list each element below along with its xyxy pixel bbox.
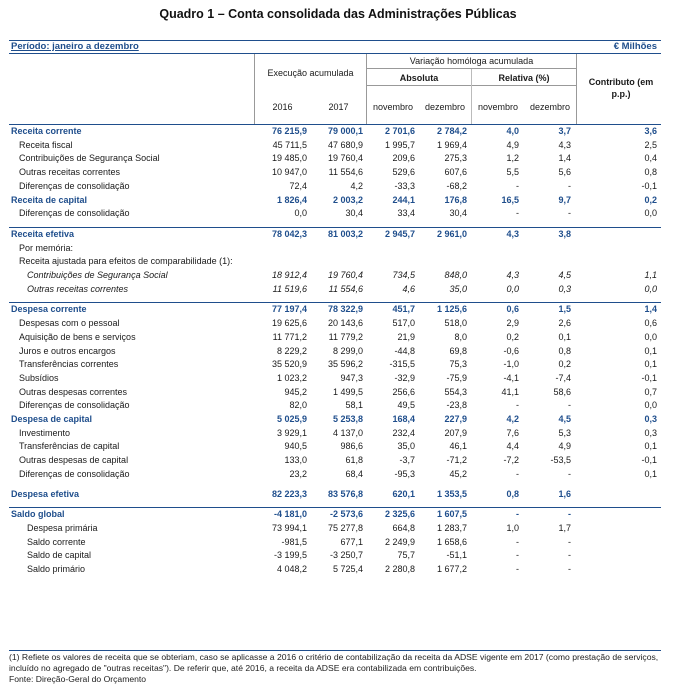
row-value: 2 961,0 (419, 227, 471, 241)
row-value: 4 137,0 (332, 427, 363, 438)
row-value: 1 826,4 (276, 194, 307, 205)
row-value: 207,9 (444, 427, 467, 438)
row-value: -0,6 (503, 345, 519, 356)
row-value: - (516, 564, 519, 575)
row-label: Investimento (19, 427, 71, 438)
row-value: - (568, 208, 571, 219)
row-value: -1,0 (503, 359, 519, 370)
row-value: 73 994,1 (271, 522, 307, 533)
row-value: 35,0 (397, 441, 415, 452)
row-value: 1 969,4 (436, 139, 467, 150)
header-2016: 2016 (272, 102, 293, 112)
row-value: 0,8 (558, 345, 571, 356)
table-row (9, 522, 661, 536)
row-value: 244,1 (392, 194, 415, 205)
row-label: Diferenças de consolidação (19, 468, 130, 479)
period-label: Período: janeiro a dezembro (11, 41, 139, 52)
row-value: 986,6 (340, 441, 363, 452)
row-value: -44,8 (394, 345, 415, 356)
row-value (419, 255, 471, 269)
row-value: 1,0 (506, 522, 519, 533)
row-value (255, 255, 311, 269)
row-value: 4,2 (350, 180, 363, 191)
row-value (471, 242, 523, 256)
row-value (471, 255, 523, 269)
row-value: 0,8 (506, 488, 519, 499)
row-value: - (471, 508, 523, 522)
row-value (419, 242, 471, 256)
row-value: 3,7 (523, 125, 575, 139)
row-value: 4,3 (471, 227, 523, 241)
row-value: 5 025,9 (276, 414, 307, 425)
row-value: 0,2 (644, 194, 657, 205)
row-label: Outras despesas de capital (19, 455, 129, 466)
row-value: 2,6 (558, 318, 571, 329)
row-label: Despesa corrente (9, 303, 255, 317)
row-label: Despesas com o pessoal (19, 318, 120, 329)
row-label: Aquisição de bens e serviços (19, 331, 136, 342)
row-value: -315,5 (389, 359, 415, 370)
row-label: Receita de capital (11, 194, 88, 205)
row-value (575, 536, 661, 550)
row-value: 2 945,7 (367, 227, 419, 241)
row-value: 168,4 (392, 414, 415, 425)
row-value: -51,1 (446, 550, 467, 561)
row-label: Juros e outros encargos (19, 345, 116, 356)
row-label: Transferências de capital (19, 441, 120, 452)
row-value: - (516, 550, 519, 561)
row-value: -53,5 (550, 455, 571, 466)
footnotes (9, 652, 669, 685)
row-value: 7,6 (506, 427, 519, 438)
row-value: - (568, 468, 571, 479)
row-value: - (568, 536, 571, 547)
table-row (9, 242, 661, 256)
row-value: 940,5 (284, 441, 307, 452)
table-row (9, 386, 661, 400)
row-value: 79 000,1 (311, 125, 367, 139)
row-value: 49,5 (397, 400, 415, 411)
row-value: -0,1 (641, 455, 657, 466)
row-value: - (516, 208, 519, 219)
row-value (575, 549, 661, 563)
header-execucao: Execução acumulada (267, 68, 354, 78)
row-value: 78 042,3 (255, 227, 311, 241)
row-value: 0,1 (644, 359, 657, 370)
row-label: Subsídios (19, 372, 59, 383)
row-value: -33,3 (394, 180, 415, 191)
row-value: 0,0 (644, 283, 657, 294)
table-title: Quadro 1 – Conta consolidada das Administrações Públicas (159, 7, 517, 21)
row-value: 21,9 (397, 331, 415, 342)
row-value: 11 554,6 (328, 167, 363, 178)
row-value: -981,5 (281, 536, 307, 547)
row-value (575, 488, 661, 502)
row-value: 209,6 (392, 153, 415, 164)
row-value: 30,4 (345, 208, 363, 219)
row-value: -75,9 (446, 372, 467, 383)
table-row (9, 399, 661, 413)
row-value: 2 249,9 (384, 536, 415, 547)
row-value: 2 784,2 (419, 125, 471, 139)
row-label: Outras receitas correntes (27, 283, 129, 294)
row-value: 0,3 (558, 283, 571, 294)
row-value: 19 760,4 (327, 153, 363, 164)
row-value: 1 658,6 (436, 536, 467, 547)
row-value: 0,0 (644, 331, 657, 342)
row-value: 0,6 (471, 303, 523, 317)
table-row (9, 563, 661, 577)
row-value: 0,2 (558, 359, 571, 370)
table-row (9, 508, 661, 522)
row-value: 19 485,0 (271, 153, 307, 164)
row-value: -0,1 (641, 180, 657, 191)
row-label: Diferenças de consolidação (19, 400, 130, 411)
row-value: 8 229,2 (276, 345, 307, 356)
row-value: 232,4 (392, 427, 415, 438)
row-value (575, 508, 661, 522)
table-row (9, 358, 661, 372)
row-value: 81 003,2 (311, 227, 367, 241)
row-value: 607,6 (444, 167, 467, 178)
row-value: -4 181,0 (255, 508, 311, 522)
row-value: 58,6 (553, 386, 571, 397)
row-value: 5 725,4 (332, 564, 363, 575)
source-note: Fonte: Direção-Geral do Orçamento (9, 674, 147, 684)
row-value: 2 280,8 (384, 564, 415, 575)
row-value: 2,5 (644, 139, 657, 150)
row-label: Receita fiscal (19, 139, 73, 150)
row-label: Despesa de capital (11, 414, 93, 425)
row-value: 0,0 (294, 208, 307, 219)
table-row (9, 207, 661, 221)
row-value: 11 519,6 (272, 283, 307, 294)
row-value (255, 242, 311, 256)
row-value: 518,0 (444, 318, 467, 329)
row-value: -3,7 (399, 455, 415, 466)
row-value: 11 771,2 (272, 331, 307, 342)
row-value: 16,5 (501, 194, 519, 205)
header-variacao: Variação homóloga acumulada (409, 56, 534, 66)
row-label: Receita efetiva (9, 227, 255, 241)
row-value: 0,6 (644, 318, 657, 329)
footnote-1: (1) Refiete os valores de receita que se obteriam, caso se aplicasse a 2016 o critério de contabilização da receita da ADSE vigente em 2017 (como prestação de serviços, incluído no agregado de "outras receitas"). De referir que, até 2016, a receita da ADSE era contabilizada em contribuições. (9, 652, 659, 673)
row-label: Despesa primária (27, 522, 98, 533)
row-value: 75 277,8 (327, 522, 363, 533)
row-value: 1 607,5 (419, 508, 471, 522)
row-value: - (523, 508, 575, 522)
table-row (9, 152, 661, 166)
table-row (9, 303, 661, 317)
row-value: 77 197,4 (255, 303, 311, 317)
header-2017: 2017 (328, 102, 349, 112)
row-value: -2 573,6 (311, 508, 367, 522)
consolidated-account-table (9, 124, 661, 577)
table-row (9, 139, 661, 153)
row-value: 82 223,3 (271, 488, 307, 499)
row-value: 11 554,6 (328, 283, 363, 294)
row-value: 61,8 (345, 455, 363, 466)
row-value: 3,8 (523, 227, 575, 241)
row-value: -71,2 (446, 455, 467, 466)
row-value: - (568, 180, 571, 191)
row-value: 664,8 (392, 522, 415, 533)
row-value (523, 255, 575, 269)
row-value: 1,4 (575, 303, 661, 317)
table-row (9, 269, 661, 283)
table-row (9, 180, 661, 194)
table-row (9, 372, 661, 386)
row-value: 30,4 (449, 208, 467, 219)
row-value: 227,9 (444, 414, 467, 425)
row-value (575, 255, 661, 269)
row-value: -0,1 (641, 372, 657, 383)
row-label: Outras despesas correntes (19, 386, 128, 397)
row-value: 0,1 (644, 441, 657, 452)
row-value: 4,3 (506, 270, 519, 281)
table-row (9, 427, 661, 441)
row-value: 0,0 (644, 208, 657, 219)
row-value (311, 242, 367, 256)
row-value: 1 353,5 (436, 488, 467, 499)
row-label: Diferenças de consolidação (19, 180, 130, 191)
row-value: -68,2 (446, 180, 467, 191)
row-value: 1 125,6 (419, 303, 471, 317)
row-value: 1,1 (644, 270, 657, 281)
row-label: Despesa efetiva (11, 488, 80, 499)
row-value: 46,1 (449, 441, 467, 452)
row-value: 5,3 (558, 427, 571, 438)
row-value: 4 048,2 (276, 564, 307, 575)
row-value: 529,6 (392, 167, 415, 178)
row-value: -95,3 (394, 468, 415, 479)
row-value: 5 253,8 (332, 414, 363, 425)
row-value: 47 680,9 (327, 139, 363, 150)
table-row (9, 488, 661, 502)
row-value: 76 215,9 (255, 125, 311, 139)
row-value: -7,2 (503, 455, 519, 466)
header-contributo: Contributo (em p.p.) (588, 77, 654, 99)
row-value: 4,5 (558, 270, 571, 281)
row-label: Outras receitas correntes (19, 167, 121, 178)
row-label: Saldo de capital (27, 550, 92, 561)
table-row (9, 536, 661, 550)
row-value (575, 522, 661, 536)
row-value: 848,0 (444, 270, 467, 281)
row-value: 620,1 (392, 488, 415, 499)
row-value (367, 242, 419, 256)
row-value: 2,9 (506, 318, 519, 329)
row-value: 10 947,0 (271, 167, 307, 178)
row-value: 256,6 (392, 386, 415, 397)
row-value: -7,4 (555, 372, 571, 383)
table-row (9, 454, 661, 468)
table-row (9, 413, 661, 427)
row-label: Saldo primário (27, 564, 86, 575)
row-value: -3 250,7 (329, 550, 363, 561)
row-value: 176,8 (444, 194, 467, 205)
row-value (575, 563, 661, 577)
row-value: 45 711,5 (272, 139, 307, 150)
row-value: - (568, 564, 571, 575)
row-value: 35,0 (449, 283, 467, 294)
row-value: 0,8 (644, 167, 657, 178)
row-value: -4,1 (503, 372, 519, 383)
row-label: Saldo global (9, 508, 255, 522)
row-value: 947,3 (340, 372, 363, 383)
row-value: 35 596,2 (327, 359, 363, 370)
row-value: 4,4 (506, 441, 519, 452)
row-value: 8 299,0 (332, 345, 363, 356)
row-value: 19 760,4 (327, 270, 363, 281)
row-value: 1,2 (506, 153, 519, 164)
row-value: - (516, 400, 519, 411)
row-value: 82,0 (289, 400, 307, 411)
row-value: 41,1 (501, 386, 519, 397)
row-value: 9,7 (558, 194, 571, 205)
row-value: 72,4 (289, 180, 307, 191)
row-label: Saldo corrente (27, 536, 86, 547)
row-value: 18 912,4 (271, 270, 307, 281)
row-value: 0,4 (644, 153, 657, 164)
row-value: 1,6 (558, 488, 571, 499)
row-value: 4,9 (506, 139, 519, 150)
row-value: 133,0 (284, 455, 307, 466)
header-absoluta: Absoluta (399, 73, 439, 83)
table-row (9, 227, 661, 241)
row-value: 1 677,2 (436, 564, 467, 575)
row-value: - (516, 536, 519, 547)
table-row (9, 255, 661, 269)
row-value: 554,3 (444, 386, 467, 397)
row-value: 4,2 (506, 414, 519, 425)
header-nov-abs: novembro (372, 102, 414, 112)
row-value: 0,3 (644, 427, 657, 438)
header-nov-rel: novembro (477, 102, 519, 112)
row-value: 945,2 (284, 386, 307, 397)
row-value: 0,2 (506, 331, 519, 342)
row-value: 5,5 (506, 167, 519, 178)
row-value: 1 499,5 (332, 386, 363, 397)
row-value: 677,1 (340, 536, 363, 547)
table-row (9, 166, 661, 180)
row-value: 2 325,6 (367, 508, 419, 522)
row-value: 0,1 (644, 468, 657, 479)
row-value: 0,1 (558, 331, 571, 342)
row-value: 1,4 (558, 153, 571, 164)
row-label: Diferenças de consolidação (19, 208, 130, 219)
row-value: 0,3 (644, 414, 657, 425)
table-row (9, 549, 661, 563)
table-row (9, 125, 661, 139)
table-row (9, 283, 661, 297)
row-value: - (568, 400, 571, 411)
table-row (9, 331, 661, 345)
row-value: 1 995,7 (384, 139, 415, 150)
row-label: Contribuições de Segurança Social (19, 153, 160, 164)
row-value: 734,5 (392, 270, 415, 281)
row-value: 75,3 (449, 359, 467, 370)
row-value: 23,2 (289, 468, 307, 479)
row-value (523, 242, 575, 256)
row-value: 0,1 (644, 345, 657, 356)
row-value: 35 520,9 (271, 359, 307, 370)
header-relativa: Relativa (%) (498, 73, 550, 83)
row-value (575, 242, 661, 256)
row-value: 45,2 (449, 468, 467, 479)
row-value: 1 283,7 (436, 522, 467, 533)
row-value: 8,0 (454, 331, 467, 342)
row-value: 11 779,2 (328, 331, 363, 342)
unit-label: € Milhões (613, 41, 657, 52)
row-label: Receita corrente (9, 125, 255, 139)
row-value (311, 255, 367, 269)
row-value: 0,0 (644, 400, 657, 411)
table-row (9, 194, 661, 208)
row-value: 68,4 (345, 468, 363, 479)
row-value: 1,7 (558, 522, 571, 533)
row-value: 19 625,6 (271, 318, 307, 329)
row-value: 1,5 (523, 303, 575, 317)
row-value: 5,6 (558, 167, 571, 178)
row-value (575, 227, 661, 241)
table-row (9, 345, 661, 359)
row-value: 2 003,2 (332, 194, 363, 205)
row-value: 4,6 (402, 283, 415, 294)
row-value: 275,3 (444, 153, 467, 164)
row-value: - (516, 180, 519, 191)
header-dez-rel: dezembro (529, 102, 571, 112)
row-value: 1 023,2 (276, 372, 307, 383)
row-value: 517,0 (392, 318, 415, 329)
row-value: 4,9 (558, 441, 571, 452)
row-value: 451,7 (367, 303, 419, 317)
row-value: 4,0 (471, 125, 523, 139)
row-value: 33,4 (397, 208, 415, 219)
row-value: -23,8 (446, 400, 467, 411)
row-label: Por memória: (19, 242, 74, 253)
row-value: 2 701,6 (367, 125, 419, 139)
row-value: -32,9 (394, 372, 415, 383)
row-value: 78 322,9 (311, 303, 367, 317)
table-row (9, 468, 661, 482)
row-value: 69,8 (449, 345, 467, 356)
row-value: 58,1 (345, 400, 363, 411)
row-value: 83 576,8 (327, 488, 363, 499)
row-value: 75,7 (397, 550, 415, 561)
row-label: Transferências correntes (19, 359, 119, 370)
row-value (367, 255, 419, 269)
row-label: Receita ajustada para efeitos de comparabilidade (1): (19, 256, 233, 267)
row-value: -3 199,5 (273, 550, 307, 561)
table-row (9, 440, 661, 454)
row-value: 3,6 (575, 125, 661, 139)
row-value: 0,7 (644, 386, 657, 397)
row-value: 4,3 (558, 139, 571, 150)
row-value: 0,0 (506, 283, 519, 294)
table-row (9, 317, 661, 331)
row-value: 3 929,1 (276, 427, 307, 438)
row-value: 20 143,6 (327, 318, 363, 329)
row-value: 4,5 (558, 414, 571, 425)
header-dez-abs: dezembro (424, 102, 466, 112)
row-value: - (568, 550, 571, 561)
row-value: - (516, 468, 519, 479)
row-label: Contribuições de Segurança Social (27, 270, 168, 281)
